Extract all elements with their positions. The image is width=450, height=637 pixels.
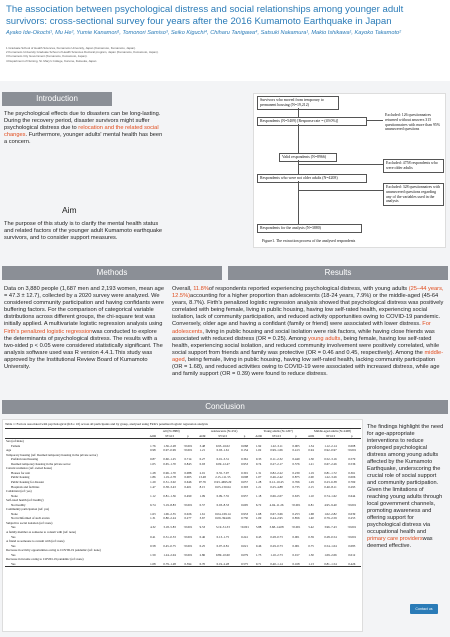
table-cell: 0.80–2.24 — [163, 516, 176, 521]
table-cell: 0.40–1.14 — [270, 561, 283, 566]
table-cell: 0.11–2.32 — [270, 457, 283, 462]
table-cell: 0.04–109.14 — [215, 511, 231, 516]
table-cell: 0.426 — [348, 561, 356, 566]
table-cell: 0.93–4693.29 — [214, 480, 232, 485]
poster-header — [0, 0, 450, 81]
table-cell: 0.766 — [292, 480, 300, 485]
table-cell: 1.22–3.11 — [270, 443, 283, 448]
flow-arrow — [298, 124, 299, 153]
table-cell: 0.46 — [199, 534, 206, 539]
table-cell: 0.021 — [241, 543, 249, 548]
table-cell: 0.28–0.54 — [324, 534, 337, 539]
flow-box-respondents: Respondents (N=5409) [Response rate = (49.0%)] — [257, 117, 367, 126]
table-cell: 1.59 — [150, 552, 156, 557]
table-cell: 1.47 — [150, 484, 156, 489]
table-cell: 0.293 — [348, 484, 356, 489]
table-cell: 1.36–2.28 — [163, 443, 176, 448]
figure-caption: Figure1. The extraction process of the analysed respondents — [262, 239, 356, 243]
table-cell: 2.01 — [199, 470, 206, 475]
table-cell: 3.67 — [199, 516, 206, 521]
table-row-label: Houses for rent — [11, 470, 31, 475]
table-cell: 0.54–1.04 — [324, 543, 337, 548]
table-row-label: Female — [11, 443, 21, 448]
table-cell: 0.635 — [292, 493, 300, 498]
section-methods: Methods — [2, 266, 222, 280]
affiliation-3: 3 Kumamoto City Government (Kumamoto, Kumamoto, Japan). — [6, 54, 88, 59]
table-cell: 0.277 — [184, 516, 192, 521]
table-cell: 0.19–2.28 — [216, 561, 229, 566]
table-cell: 0.27 — [199, 457, 206, 462]
section-conclusion: Conclusion — [2, 400, 448, 414]
table-group-header: All (N=3880) — [162, 429, 180, 433]
table-cell: 0.953 — [241, 461, 249, 466]
table-cell: 2.86 — [199, 552, 206, 557]
table-row-label: Self-rated health (ref: healthy) — [6, 498, 44, 503]
table-cell: 1.12 — [150, 493, 156, 498]
table-row-label: A family member as someone to consult with (ref: none) — [6, 530, 77, 535]
table-cell: 1.09 — [255, 516, 262, 521]
table-cell: 1.02 — [255, 448, 262, 453]
table-cell: 0.58 — [150, 543, 156, 548]
table-cell: <0.001 — [240, 525, 249, 530]
table-cell: 9.53 — [199, 525, 206, 530]
table-subheader: 95%CI — [326, 433, 335, 438]
table-cell: 0.594 — [184, 561, 192, 566]
table-row-label: None — [11, 511, 18, 516]
table-row-label: Yes — [11, 543, 16, 548]
table-cell: 0.239 — [292, 470, 300, 475]
table-row-label: Public housing — [11, 475, 30, 480]
table-cell: 0.001 — [292, 534, 300, 539]
table-cell: 0.81–1.54 — [324, 561, 337, 566]
table-cell: 1.24–2.04 — [163, 552, 176, 557]
table-cell: 0.083 — [348, 543, 356, 548]
table-cell: 0.714 — [184, 457, 192, 462]
table-subheader: 95%CI — [272, 433, 281, 438]
table-cell: 0.25–4.88 — [270, 484, 283, 489]
table-row-label: Subjective social isolation (ref: none) — [6, 520, 53, 525]
table-subheader: AOR — [255, 433, 262, 438]
table-cell: 1.29 — [308, 480, 314, 485]
flow-box-not-older: Respondents who were not older adults (N=4208) — [257, 174, 367, 183]
table-cell: 1.63 — [150, 511, 156, 516]
table-cell: 3.68–14.08 — [269, 525, 284, 530]
table-cell: 0.575 — [241, 561, 249, 566]
table-cell: 0.413 — [292, 448, 300, 453]
table-subheader: p — [187, 433, 189, 438]
table-cell: 0.241 — [241, 534, 249, 539]
table-cell: 1.50 — [308, 552, 314, 557]
table-cell: <0.001 — [347, 534, 357, 539]
flow-box-valid: Valid respondents (N=8966) — [279, 153, 337, 162]
table-cell: 6.72 — [255, 502, 262, 507]
table-subheader: AOR — [307, 433, 315, 438]
table-cell: 0.28–0.73 — [270, 534, 283, 539]
table-cell: 0.008 — [241, 475, 249, 480]
table-cell: 2.00 — [308, 475, 314, 480]
table-cell: <0.001 — [291, 525, 301, 530]
table-cell: 0.361 — [241, 457, 249, 462]
table-cell: 4.95–9.40 — [324, 502, 337, 507]
flow-box-analysis: Respondents for the analysis (N=3880) — [257, 224, 362, 233]
table-cell: 0.74 — [255, 461, 262, 466]
table-cell: 0.361 — [348, 470, 356, 475]
table-cell: 0.490 — [184, 493, 192, 498]
table-cell: 1.40 — [308, 516, 314, 521]
table-group-header: Adolescents (N=252) — [210, 429, 238, 433]
table-cell: 1.05 — [150, 461, 156, 466]
table-cell: 0.769 — [348, 480, 356, 485]
table-cell: 1.10 — [308, 493, 314, 498]
table-cell: 1.31 — [150, 516, 156, 521]
table-cell: 0.67–3.66 — [270, 511, 283, 516]
table-cell: 8.15 — [199, 484, 206, 489]
table-cell: 0.154 — [241, 448, 249, 453]
table-cell: <0.001 — [347, 502, 357, 507]
table-cell: 2.15–111.55 — [215, 475, 231, 480]
table-row-label: Sex (ref:male) — [6, 439, 24, 444]
table-row-label: A friend as someone to consult with (ref: none) — [6, 539, 65, 544]
table-cell: 0.74–1.62 — [324, 493, 337, 498]
table-row-label: Temporary housing (ref: Deemed temporary housing in the private sector) — [6, 452, 98, 457]
results-table-panel — [2, 419, 363, 632]
table-cell: 0.94 — [308, 448, 314, 453]
table-cell: 0.31–0.53 — [163, 534, 176, 539]
table-cell: 0.079 — [241, 552, 249, 557]
results-text: Overall, 11.8%of respondents reported experiencing psychological distress, with young adults (25–44 years, 12.5%)accounting for a higher proportion than adolescents (18-24 years, 7.9%) or the middle-aged (45-64 years, 8.7%). Firth's penalized logistic regression analysis showed that psychological distress was positively correlated with being female, living in public housing, having low self-rated health, experiencing social isolation, lack of community participation, and reduced activity opportunities owing to COVID-19 pandemic. Conversely, older age and having a confidant (family or friend) were associated with lower distress. For adolescents, living in public housing and social isolation were risk factors, while having close friends was associated with reduced distress (OR = 0.25). Among young adults, being female, having low self-rated health, experiencing social isolation, and reduced community involvement were positively correlated, while social support from friends and family was protective (OR = 0.46 and 0.45, respectively). Among the middle-aged, being female, living in public housing, having low self-rated health, lacking community participation (OR = 1.68), and reduced activities owing to COVID-19 were associated with increased distress, while age and family support (OR = 0.39) were found to reduce distress. — [172, 286, 444, 378]
table-cell: <0.001 — [347, 448, 357, 453]
table-cell: 0.057 — [241, 480, 249, 485]
table-cell: 0.09–7.55 — [216, 493, 229, 498]
table-cell: 4.04–11.26 — [269, 502, 284, 507]
table-cell: 1.06–2.55 — [163, 511, 176, 516]
table-row-label: Age — [6, 448, 12, 453]
table-cell: 0.644 — [348, 493, 356, 498]
table-cell: 0.695 — [241, 502, 249, 507]
table-cell: 1.73 — [255, 552, 262, 557]
table-subheader: 95%CI — [218, 433, 228, 438]
table-cell: 1.13 — [308, 561, 314, 566]
table-cell: 0.303 — [241, 484, 249, 489]
table-cell: 0.65–1.70 — [163, 461, 176, 466]
table-cell: 0.579 — [348, 457, 356, 462]
table-cell: 1.10–2.73 — [270, 552, 283, 557]
flow-arrow — [298, 108, 299, 117]
table-cell: 0.93–16.02 — [215, 443, 230, 448]
table-row-label: Not in/Informed of such events — [11, 516, 50, 521]
table-caption: Table 1: Factors associated with psychological (K6 ≥ 10) across all participants and by group, analysed using Firth's penalized logistic regression analysis — [5, 422, 208, 426]
table-cell: 0.96–1.70 — [163, 470, 176, 475]
table-cell: 1.61 — [199, 511, 206, 516]
table-cell: 1.31 — [255, 470, 262, 475]
table-cell: 0.001 — [292, 543, 300, 548]
table-row-label: None — [11, 493, 18, 498]
table-cell: 0.856 — [292, 516, 300, 521]
table-cell: 0.401 — [184, 484, 192, 489]
table-cell: 0.46 — [255, 543, 262, 548]
flow-arrow — [298, 160, 299, 174]
table-cell: 5.19–8.83 — [163, 502, 176, 507]
table-row-label: Yes — [11, 525, 16, 530]
table-subheader: AOR — [199, 433, 206, 438]
table-subheader: 95%CI — [165, 433, 174, 438]
table-cell: 1.02–2.82 — [324, 511, 337, 516]
table-cell: 0.012 — [348, 552, 356, 557]
table-cell: 0.168 — [292, 561, 300, 566]
table-cell: 0.09–12.47 — [215, 461, 230, 466]
table-cell: 1.92 — [255, 443, 262, 448]
table-cell: 6.74 — [150, 502, 156, 507]
table-cell: 1.19–2.78 — [163, 475, 176, 480]
table-cell: 0.026 — [184, 511, 192, 516]
table-cell: 0.66–2.07 — [270, 493, 283, 498]
table-cell: 0.99–1.06 — [270, 448, 283, 453]
table-row-label: Not healthy — [11, 502, 26, 507]
table-cell: 0.41 — [150, 534, 156, 539]
table-row-label: Cohabitant (ref: yes) — [6, 489, 32, 494]
table-cell: 0.45 — [255, 534, 262, 539]
table-cell: 1.28 — [255, 480, 262, 485]
table-cell: 0.933 — [241, 511, 249, 516]
table-cell: 0.01–3.31 — [216, 457, 229, 462]
table-cell: 1.09 — [199, 493, 206, 498]
table-cell: 1.28 — [150, 470, 156, 475]
table-cell: 0.79–2.59 — [324, 516, 337, 521]
table-cell: 0.51–3.02 — [163, 480, 176, 485]
table-cell: 0.46–2.42 — [270, 475, 283, 480]
table-cell: 1.21 — [308, 461, 314, 466]
table-group-header: Young adults (N=1207) — [263, 429, 293, 433]
table-cell: 0.23–6.38 — [324, 480, 337, 485]
table-cell: 0.039 — [348, 511, 356, 516]
table-subheader: p — [295, 433, 297, 438]
table-cell: 0.58–3.43 — [163, 484, 176, 489]
table-cell: <0.001 — [183, 525, 193, 530]
section-results: Results — [228, 266, 448, 280]
table-cell: 0.088 — [184, 470, 192, 475]
flow-excluded-2: Excluded: 4758 respondents who were older adults — [383, 159, 444, 173]
table-cell: 1.21 — [199, 448, 206, 453]
table-cell: 3.96–7.43 — [324, 525, 337, 530]
table-cell: 0.87 — [150, 457, 156, 462]
table-cell: 0.536 — [348, 461, 356, 466]
table-cell: 0.13–1.75 — [216, 534, 229, 539]
flow-arrow — [367, 120, 383, 121]
table-cell: 1.86 — [150, 475, 156, 480]
table-cell: 0.75 — [308, 543, 314, 548]
table-cell: 0.576 — [292, 461, 300, 466]
table-cell: 0.253 — [348, 516, 356, 521]
table-cell: <0.001 — [347, 525, 357, 530]
table-cell: <0.001 — [183, 552, 193, 557]
table-row — [5, 562, 361, 567]
table-cell: 0.253 — [292, 511, 300, 516]
table-row-label: Public housing for disaster — [11, 480, 45, 485]
table-cell: 1.19 — [308, 470, 314, 475]
table-row-label: Yes — [11, 552, 16, 557]
table-group-header: Middle-aged adults (N=2408) — [313, 429, 351, 433]
table-cell: 1.68 — [308, 511, 314, 516]
section-introduction: Introduction — [2, 92, 112, 106]
table-cell: 97.76 — [198, 480, 206, 485]
table-subheader: p — [351, 433, 353, 438]
introduction-text: The psychological effects due to disasters can be long-lasting. During the recovery period, disaster survivors might suffer psychological distress due to relocation and the related social changes. Furthermore, younger adults' mental health has been a concern. — [4, 111, 163, 146]
table-cell: 0.005 — [184, 475, 192, 480]
table-cell: 0.449 — [292, 457, 300, 462]
table-row-label: Current residence (ref: owned house) — [6, 466, 53, 471]
flow-arrow — [298, 190, 383, 191]
table-cell: 0.29–0.73 — [270, 543, 283, 548]
table-cell: 0.93 — [199, 461, 206, 466]
table-cell: 0.068 — [241, 443, 249, 448]
table-row-label: Decrease in activity opportunities owing to COVID-19 pandemic (ref: none) — [6, 548, 101, 553]
table-cell: 0.97–0.99 — [163, 448, 176, 453]
table-cell: 0.735 — [292, 484, 300, 489]
table-cell: 0.25 — [199, 543, 206, 548]
conclusion-text: The findings highlight the need for age-appropriate interventions to reduce prolonged psychological distress among young adults affected by the Kumamoto Earthquake, underscoring the crucial role of social support and community participation. Given the limitations of reaching young adults through local government channels, promoting awareness and offering support for psychological distress via occupational health and primary care providerswas deemed effective. — [367, 424, 444, 549]
aim-text: The purpose of this study is to clarify the mental health status and related factors of the younger adult Kumamoto earthquake survivors, and to consider support measures. — [4, 221, 163, 242]
table-cell: 0.09–394.66 — [215, 516, 231, 521]
table-subheader: AOR — [149, 433, 157, 438]
flow-box-survivors: Survivors who moved from temporary to permanent housing (N=19,212) — [257, 96, 339, 110]
affiliation-4: 4 Department of Nursing, St. Mary's College, Kurume, Fukuoka, Japan — [6, 58, 97, 63]
methods-text: Data on 3,880 people (1,687 men and 2,193 women, mean age = 47.3 ± 12.7), collected by a 2020 survey were analyzed. We considered community participation and having confidants were buffering factors. For the comparison of categorical variable distributions across different groups, the chi-square test was initially applied. A multivariate logistic regression analysis using Firth's penalized logistic regressionwas conducted to explore the determinants of psychological distress. The results with a two-sided p < 0.05 were considered statistically significant. The analysis software used was R version 4.4.1.This study was approved by the Institutional Review Board of Kumamoto University. — [4, 286, 164, 371]
table-cell: 3.19–31.33 — [215, 525, 230, 530]
affiliation-2: 2 Kumamoto University Graduate School of Health Sciences Doctoral program, Japan (Kumamoto, Kumamoto, Japan). — [6, 50, 159, 55]
table-cell: <0.001 — [183, 502, 193, 507]
table-cell: 0.52–3.16 — [324, 457, 337, 462]
table-cell: 0.81–1.72 — [324, 470, 337, 475]
table-cell: 0.98 — [150, 448, 156, 453]
table-cell: 1.09–2.06 — [324, 552, 337, 557]
table-cell: 0.71 — [255, 561, 262, 566]
table-cell: 0.82–2.22 — [270, 470, 283, 475]
table-cell: 6.81 — [308, 502, 314, 507]
table-cell: 0.55–7.97 — [216, 470, 229, 475]
table-cell: 0.05–150.64 — [215, 484, 231, 489]
table-cell: 0.93–1.61 — [216, 448, 229, 453]
table-cell: 0.79–1.28 — [163, 561, 176, 566]
flow-arrow — [298, 164, 383, 165]
table-cell: 1.21 — [255, 484, 262, 489]
table-cell: <0.001 — [183, 534, 193, 539]
table-cell: 1.54 — [308, 443, 314, 448]
table-cell: 0.81–1.56 — [163, 493, 176, 498]
table-cell: 0.008 — [348, 443, 356, 448]
author-list: Ayako Ide-Okochi¹, Mu He², Yumie Kanamori¹, Tomonori Samiso³, Seiko Kiguchi⁴, Chiharu Tanigawa⁴, Satsuki Nakamura¹, Makio Ishikawa¹, Kayoko Takamoto² — [6, 30, 401, 36]
contact-us-button[interactable]: Contact us — [410, 604, 438, 614]
table-row-label: Community participation (ref: yes) — [6, 507, 50, 512]
table-cell: 1.12–2.14 — [324, 443, 337, 448]
table-cell: 0.646 — [184, 480, 192, 485]
table-cell: 0.27–2.17 — [270, 461, 283, 466]
table-cell: 1.22–3.26 — [324, 475, 337, 480]
table-cell: 13.48 — [198, 475, 206, 480]
table-cell: <0.001 — [183, 443, 193, 448]
table-cell: 0.301 — [241, 470, 249, 475]
table-cell: 0.843 — [184, 461, 192, 466]
results-table — [5, 428, 361, 567]
table-cell: 1.68 — [255, 511, 262, 516]
table-cell: 0.005 — [292, 443, 300, 448]
table-subheader: p — [243, 433, 246, 438]
affiliations — [6, 46, 446, 63]
table-cell: 0.07–0.81 — [216, 543, 229, 548]
table-cell: 2.15 — [308, 484, 314, 489]
table-cell: 0.44–2.95 — [270, 516, 283, 521]
table-cell: 3.48 — [199, 443, 206, 448]
table-cell: 0.12–10.45 — [269, 480, 284, 485]
table-row-label: Yes — [11, 561, 16, 566]
table-cell: <0.001 — [183, 448, 193, 453]
table-cell: 3.18–5.83 — [163, 525, 176, 530]
table-cell: 0.750 — [241, 516, 249, 521]
poster-title: The association between psychological distress and social relationships among younger adult survivors: cross-sectional survey four years after the 2016 Kumamoto Earthquake in Japan — [6, 4, 404, 27]
table-cell: <0.001 — [291, 502, 301, 507]
table-row-label: Hospitals and facilities — [11, 484, 40, 489]
table-cell: <0.001 — [183, 543, 193, 548]
table-cell: 0.60–1.25 — [163, 457, 176, 462]
table-cell: 0.45–0.75 — [163, 543, 176, 548]
flow-arrow — [298, 181, 299, 224]
table-cell: 1.76 — [150, 443, 156, 448]
table-cell: 0.89–10.60 — [215, 552, 230, 557]
table-cell: 0.875 — [292, 475, 300, 480]
flow-excluded-3: Excluded: 328 questionnaires with unanswered questions regarding any of the variables used in the analysis — [383, 183, 444, 206]
table-cell: 0.67–2.26 — [324, 461, 337, 466]
table-cell: 0.40–8.11 — [324, 484, 337, 489]
affiliation-1: 1 Graduate School of Health Sciences, Kumamoto University, Japan (Kumamoto, Kumamoto, Japan). — [6, 46, 136, 50]
table-row-label: Prefabricated housing — [11, 457, 39, 462]
table-row-label: Yes — [11, 534, 16, 539]
table-cell: 0.92–0.97 — [324, 448, 337, 453]
flow-excluded-1: Excluded: 126 questionnaires returned without answers 315 questionnaires with more than 95% unanswered questions — [385, 113, 441, 132]
table-row-label: Decrease in income owing to COVID-19 pandemic (ref: none) — [6, 557, 84, 562]
table-cell: 0.33 — [255, 457, 262, 462]
table-cell: 1.07 — [255, 475, 262, 480]
table-cell: 0.017 — [292, 552, 300, 557]
table-cell: 0.70 — [199, 561, 206, 566]
table-cell: 0.57 — [199, 502, 206, 507]
table-cell: 0.03–8.33 — [216, 502, 229, 507]
table-cell: 1.18 — [255, 493, 262, 498]
table-cell: 5.88 — [255, 525, 262, 530]
table-cell: 1.29 — [150, 480, 156, 485]
table-cell: 0.39 — [308, 534, 314, 539]
table-cell: 5.42 — [308, 525, 314, 530]
aim-heading: Aim — [62, 205, 77, 215]
table-row-label: Deemed temporary housing in the private sector — [11, 461, 71, 466]
table-cell: 0.957 — [241, 493, 249, 498]
table-cell: 1.30 — [308, 457, 314, 462]
table-cell: 1.08 — [150, 561, 156, 566]
table-cell: 4.32 — [150, 525, 156, 530]
table-cell: 0.006 — [348, 475, 356, 480]
